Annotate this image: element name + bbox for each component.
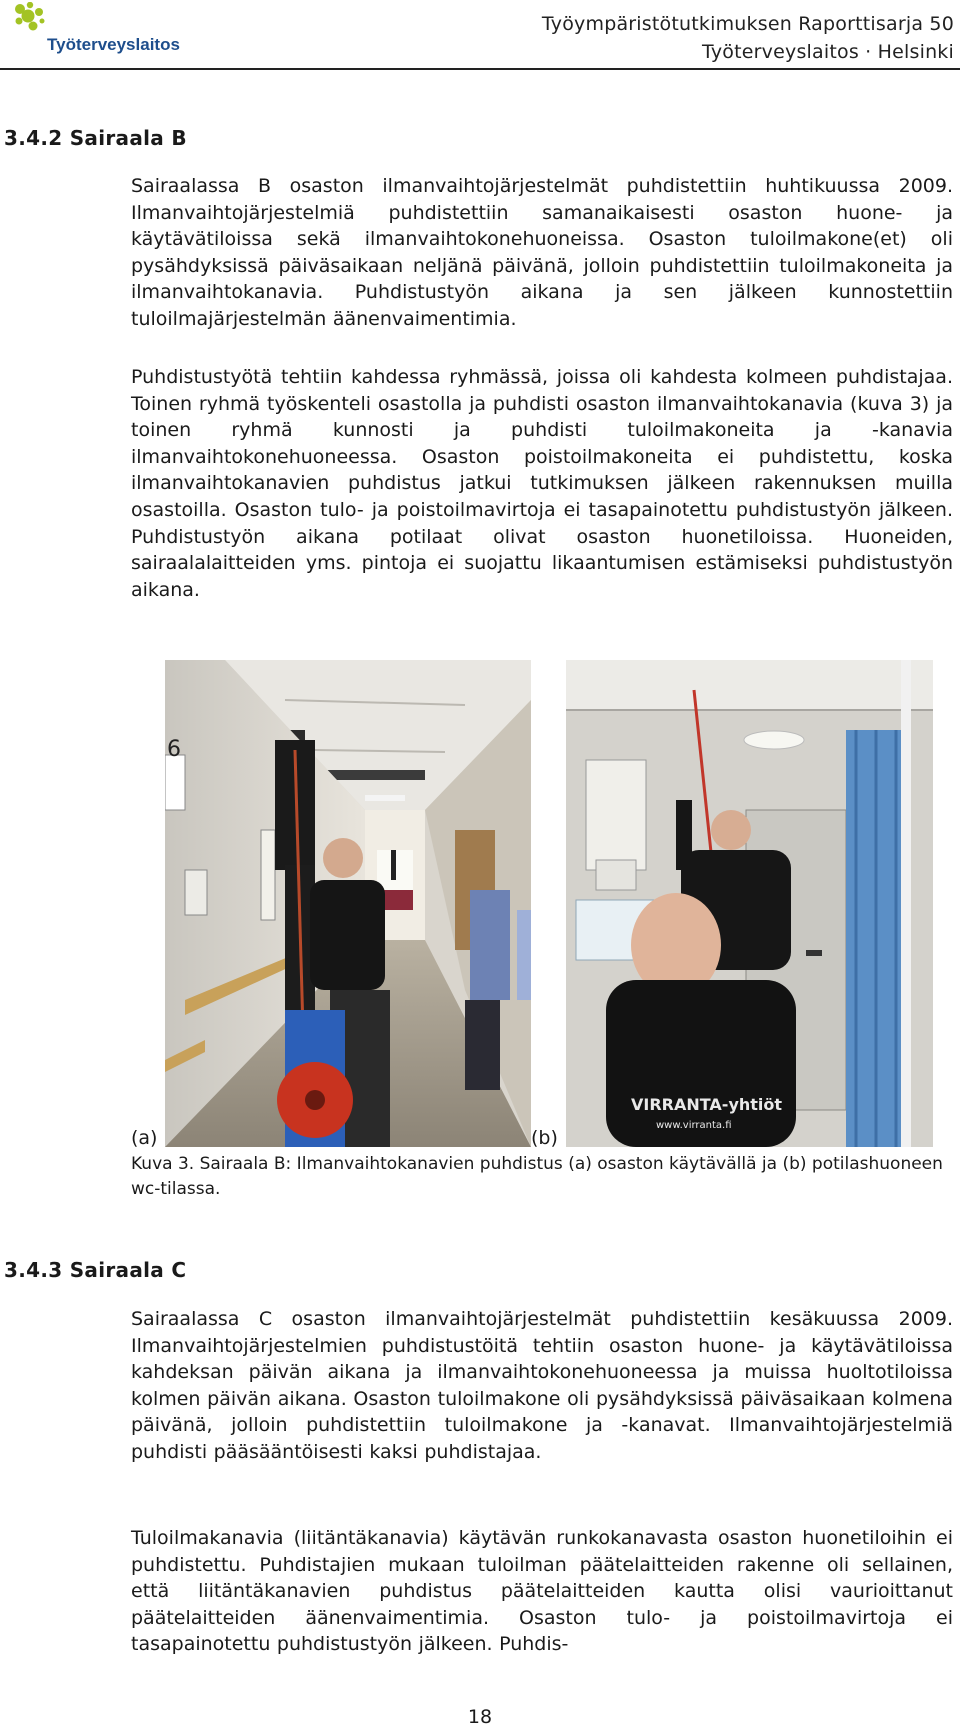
- shirt-brand: VIRRANTA-yhtiöt: [631, 1095, 783, 1114]
- series-title: Työympäristötutkimuksen Raporttisarja 50: [541, 13, 954, 35]
- paragraph: Puhdistustyötä tehtiin kahdessa ryhmässä, joissa oli kahdesta kolmeen puhdistajaa. Toinen ryhmä työskenteli osastolla ja puhdisti osaston ilmanvaihtokanavia (kuva 3) ja toinen ryhmä kunnosti ja puhdisti tuloilmakoneita ja -kanavia ilmanvaihtokonehuoneessa. Osaston poistoilmakoneita ei puhdistettu, koska ilmanvaihtokanavien puhdistus jatkui tutkimuksen jälkeen rakennuksen muilla osastoilla. Osaston tulo- ja poistoilmavirtoja ei tasapainotettu puhdistustyön jälkeen. Puhdistustyön aikana potilaat olivat osaston huonetiloissa. Huoneiden, sairaalalaitteiden yms. pintoja ei suojattu likaantumisen estämiseksi puhdistustyön aikana.: [131, 366, 953, 601]
- section-heading-sairaala-c: 3.4.3 Sairaala C: [4, 1258, 187, 1282]
- page-number: 18: [467, 1706, 493, 1728]
- logo-text: Työterveyslaitos: [47, 35, 180, 54]
- figure-caption: Kuva 3. Sairaala B: Ilmanvaihtokanavien puhdistus (a) osaston käytävällä ja (b) potilashuoneen wc-tilassa.: [131, 1154, 943, 1199]
- publisher-line: Työterveyslaitos · Helsinki: [702, 41, 954, 63]
- paragraph: Tuloilmakanavia (liitäntäkanavia) käytävän runkokanavasta osaston huonetiloihin ei puhdistettu. Puhdistajien mukaan tuloilman päätelaitteiden rakenne oli sellainen, että liitäntäkanavien puhdistus päätelaitteiden kautta olisi vaurioittanut päätelaitteiden äänenvaimentimia. Osaston tulo- ja poistoilmavirtoja ei tasapainotettu puhdistustyön jälkeen. Puhdis-: [131, 1527, 953, 1656]
- figure-label-a: (a): [131, 1127, 158, 1149]
- paragraph: Sairaalassa C osaston ilmanvaihtojärjestelmät puhdistettiin kesäkuussa 2009. Ilmanvaihtojärjestelmien puhdistustöitä tehtiin osaston huone- ja käytävätiloissa kahdeksan päivän aikana ja ilmanvaihtokonehuoneessa ja muissa huoltotiloissa kolmen päivän aikana. Osaston tuloilmakone oli pysähdyksissä päiväsaikaan kolmena päivänä, jolloin puhdistettiin tuloilmakone ja -kanavat. Ilmanvaihtojärjestelmiä puhdisti pääsääntöisesti kaksi puhdistajaa.: [131, 1308, 953, 1463]
- header-info: [542, 10, 954, 66]
- photo-wc-room: [566, 660, 933, 1147]
- tyoterveyslaitos-logo: [14, 2, 184, 60]
- photo-corridor: [165, 660, 531, 1147]
- figure-label-b: (b): [531, 1127, 558, 1149]
- shirt-url: www.virranta.fi: [656, 1120, 732, 1131]
- door-number: 6: [167, 737, 181, 762]
- section-heading-sairaala-b: 3.4.2 Sairaala B: [4, 126, 187, 150]
- page-header: [0, 0, 960, 70]
- paragraph: Sairaalassa B osaston ilmanvaihtojärjestelmät puhdistettiin huhtikuussa 2009. Ilmanvaihtojärjestelmiä puhdistettiin samanaikaisesti osaston huone- ja käytävätiloissa sekä ilmanvaihtokonehuoneissa. Osaston tuloilmakone(et) oli pysähdyksissä päiväsaikaan neljänä päivänä, jolloin puhdistettiin tuloilmakoneita ja ilmanvaihtokanavia. Puhdistustyön aikana ja sen jälkeen kunnostettiin tuloilmajärjestelmän äänenvaimentimia.: [131, 175, 953, 330]
